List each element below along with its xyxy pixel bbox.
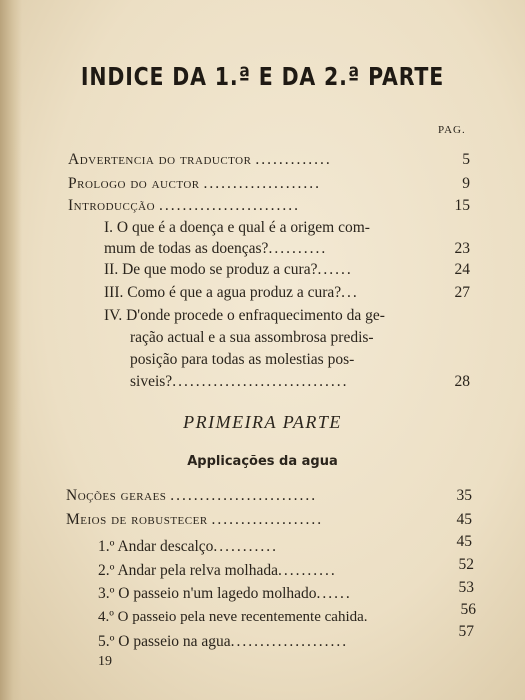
leader-dots: ........................ <box>158 197 300 214</box>
toc-subentry <box>98 584 352 604</box>
entry-title: siveis? <box>130 373 173 390</box>
toc-entry-introduccao <box>68 196 300 216</box>
intro-section-3 <box>104 283 359 303</box>
leader-dots: .................... <box>230 633 349 650</box>
leader-dots: ...... <box>317 261 353 278</box>
page-gutter-shadow <box>0 0 22 700</box>
intro-section-1-line <box>104 239 327 259</box>
intro-section-1-line: I. O que é a doença e qual é a origem com- <box>104 219 370 236</box>
toc-subentry <box>98 607 368 627</box>
intro-section-4-line <box>130 372 348 392</box>
page-number: 24 <box>454 261 470 278</box>
page-number: 52 <box>458 556 474 573</box>
entry-title: 2.º Andar pela relva molhada <box>98 562 278 579</box>
page-number: 53 <box>458 579 474 596</box>
toc-subentry <box>98 561 337 581</box>
entry-title: Advertencia do traductor <box>68 151 252 168</box>
page-number: 5 <box>462 151 470 168</box>
toc-entry-advertencia <box>68 150 332 170</box>
toc-subentry <box>98 537 278 557</box>
entry-title: mum de todas as doenças? <box>104 240 269 257</box>
leader-dots: .............................. <box>172 373 349 390</box>
entry-title: Introducção <box>68 197 156 214</box>
part-heading: PRIMEIRA PARTE <box>183 412 342 432</box>
entry-title: Prologo do auctor <box>68 175 200 192</box>
page-number: 45 <box>456 511 472 528</box>
entry-title: Meios de robustecer <box>66 511 208 528</box>
page-number: 35 <box>456 487 472 504</box>
entry-title: 3.º O passeio n'um lagedo molhado <box>98 585 317 602</box>
toc-subentry <box>98 632 348 652</box>
toc-entry-prologo <box>68 174 321 194</box>
leader-dots: ......................... <box>170 487 318 504</box>
toc-entry-meios <box>66 510 323 530</box>
leader-dots: .......... <box>268 240 328 257</box>
leader-dots: .......... <box>277 562 337 579</box>
leader-dots: ... <box>341 284 359 301</box>
page-number: 45 <box>456 533 472 550</box>
entry-title: 5.º O passeio na agua <box>98 633 231 650</box>
leader-dots: ........... <box>213 538 279 555</box>
entry-title: 1.º Andar descalço <box>98 538 214 555</box>
entry-title: II. De que modo se produz a cura? <box>104 261 318 278</box>
intro-section-4-line: IV. D'onde procede o enfraquecimento da ge- <box>104 307 385 324</box>
leader-dots: ...... <box>316 585 352 602</box>
leader-dots: ................... <box>211 511 324 528</box>
page-title: INDICE DA 1.ª E DA 2.ª PARTE <box>80 62 445 91</box>
page-number: 57 <box>458 623 474 640</box>
toc-entry-nocoes <box>66 486 317 506</box>
leader-dots: ............. <box>255 151 332 168</box>
part-subheading: Applicações da agua <box>187 454 338 469</box>
entry-title: Noções geraes <box>66 487 167 504</box>
intro-section-4-line: posição para todas as molestias pos- <box>130 351 355 368</box>
signature-mark: 19 <box>98 654 112 669</box>
entry-title: 4.º O passeio pela neve recentemente cahida. <box>98 609 368 625</box>
page-number: 23 <box>454 240 470 257</box>
page-column-label: PAG. <box>438 124 466 136</box>
page-number: 56 <box>460 601 476 618</box>
intro-section-2 <box>104 260 353 280</box>
page-number: 28 <box>454 373 470 390</box>
page-number: 27 <box>454 284 470 301</box>
page-number: 9 <box>462 175 470 192</box>
entry-title: III. Como é que a agua produz a cura? <box>104 284 342 301</box>
page-number: 15 <box>454 197 470 214</box>
intro-section-4-line: ração actual e a sua assombrosa predis- <box>130 329 374 346</box>
leader-dots: .................... <box>203 175 321 192</box>
